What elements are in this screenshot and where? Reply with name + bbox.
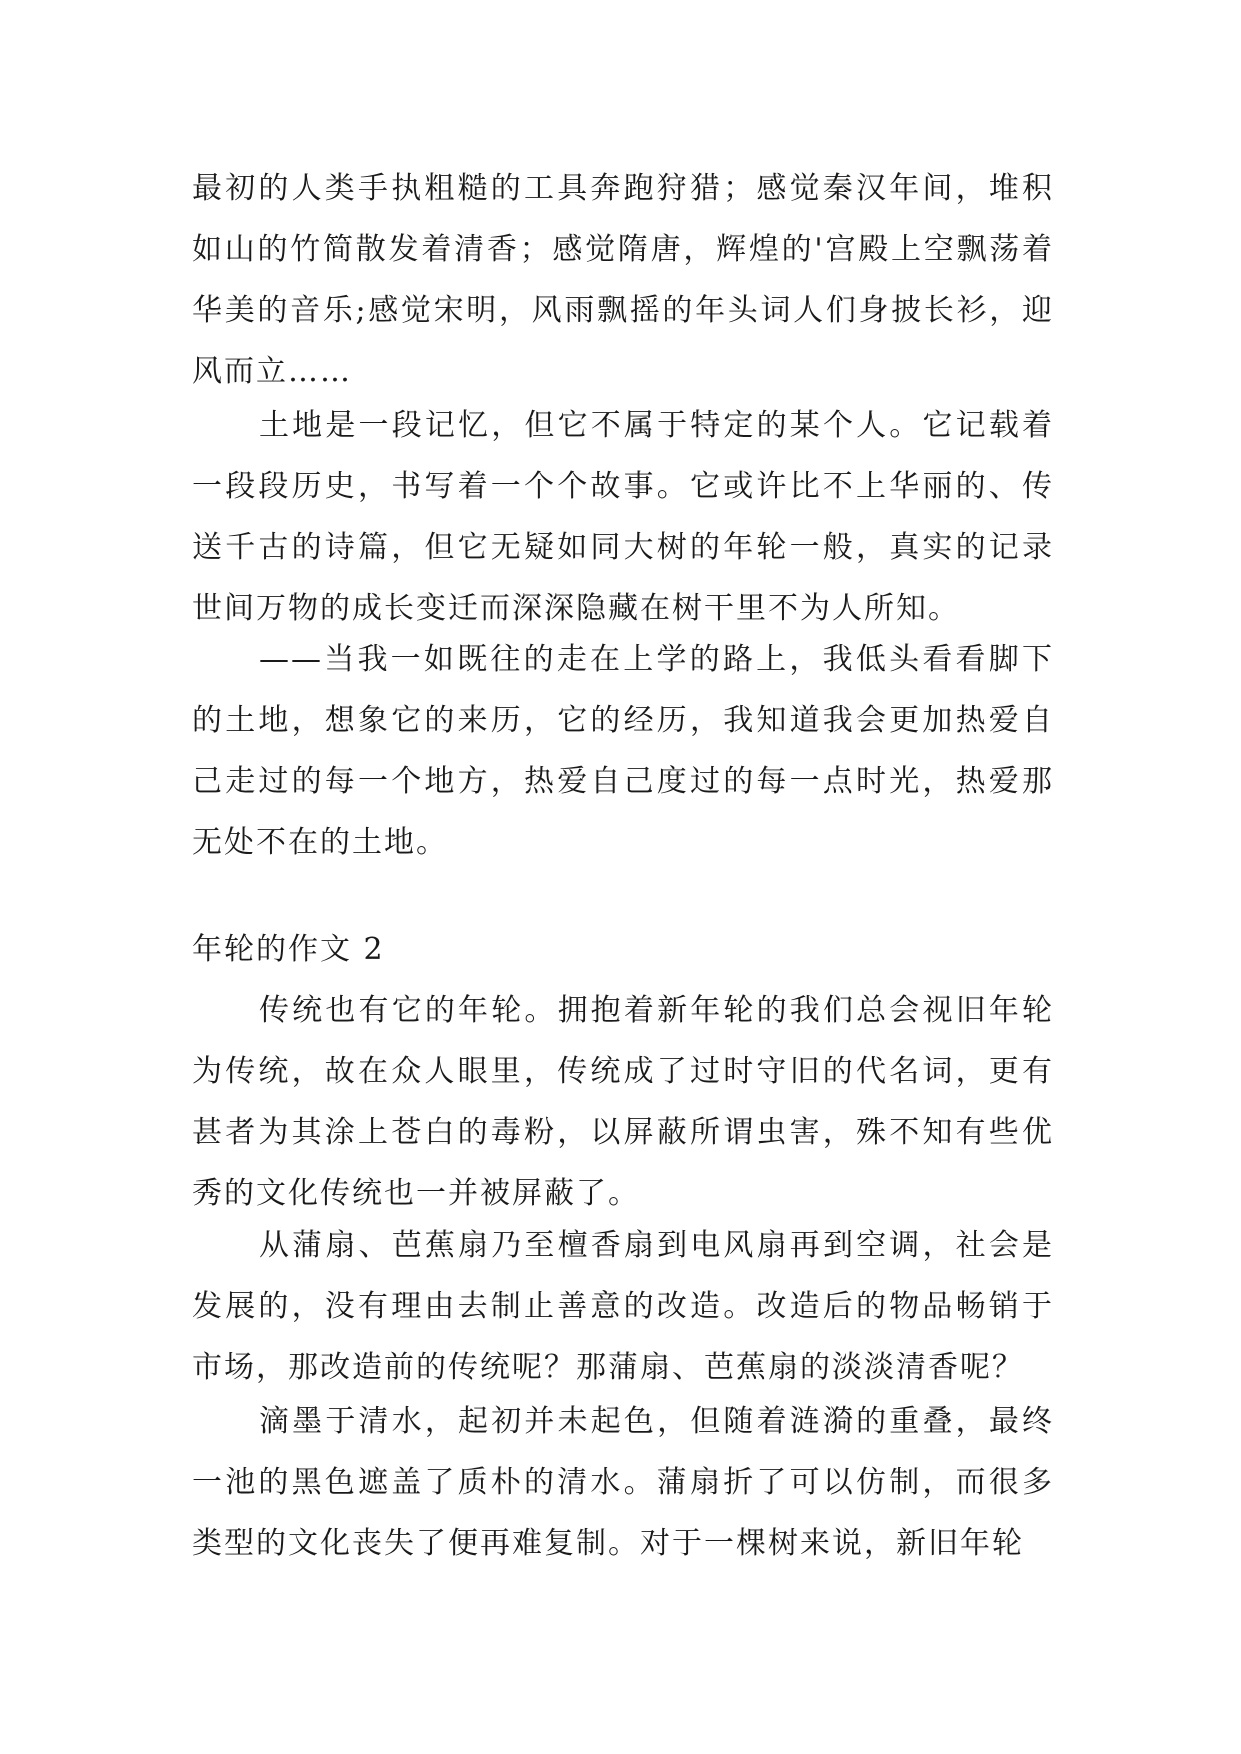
paragraph: 传统也有它的年轮。拥抱着新年轮的我们总会视旧年轮为传统，故在众人眼里，传统成了过时守旧的代名词，更有甚者为其涂上苍白的毒粉，以屏蔽所谓虫害，殊不知有些优秀的文化传统也一并被屏蔽了。 [192,993,1054,1211]
paragraph: 滴墨于清水，起初并未起色，但随着涟漪的重叠，最终一池的黑色遮盖了质朴的清水。蒲扇折了可以仿制，而很多类型的文化丧失了便再难复制。对于一棵树来说，新旧年轮 [192,1404,1054,1561]
paragraph: ——当我一如既往的走在上学的路上，我低头看看脚下的土地，想象它的来历，它的经历，我知道我会更加热爱自己走过的每一个地方，热爱自己度过的每一点时光，热爱那无处不在的土地。 [192,642,1054,860]
paragraph: 从蒲扇、芭蕉扇乃至檀香扇到电风扇再到空调，社会是发展的，没有理由去制止善意的改造。改造后的物品畅销于市场，那改造前的传统呢？那蒲扇、芭蕉扇的淡淡清香呢？ [192,1228,1054,1385]
paragraph: 最初的人类手执粗糙的工具奔跑狩猎；感觉秦汉年间，堆积如山的竹简散发着清香；感觉隋唐，辉煌的'宫殿上空飘荡着华美的音乐;感觉宋明，风雨飘摇的年头词人们身披长衫，迎风而立…… [192,171,1054,389]
section-heading: 年轮的作文 2 [192,932,385,967]
paragraph: 土地是一段记忆，但它不属于特定的某个人。它记载着一段段历史，书写着一个个故事。它或许比不上华丽的、传送千古的诗篇，但它无疑如同大树的年轮一般，真实的记录世间万物的成长变迁而深深隐藏在树干里不为人所知。 [192,408,1054,626]
